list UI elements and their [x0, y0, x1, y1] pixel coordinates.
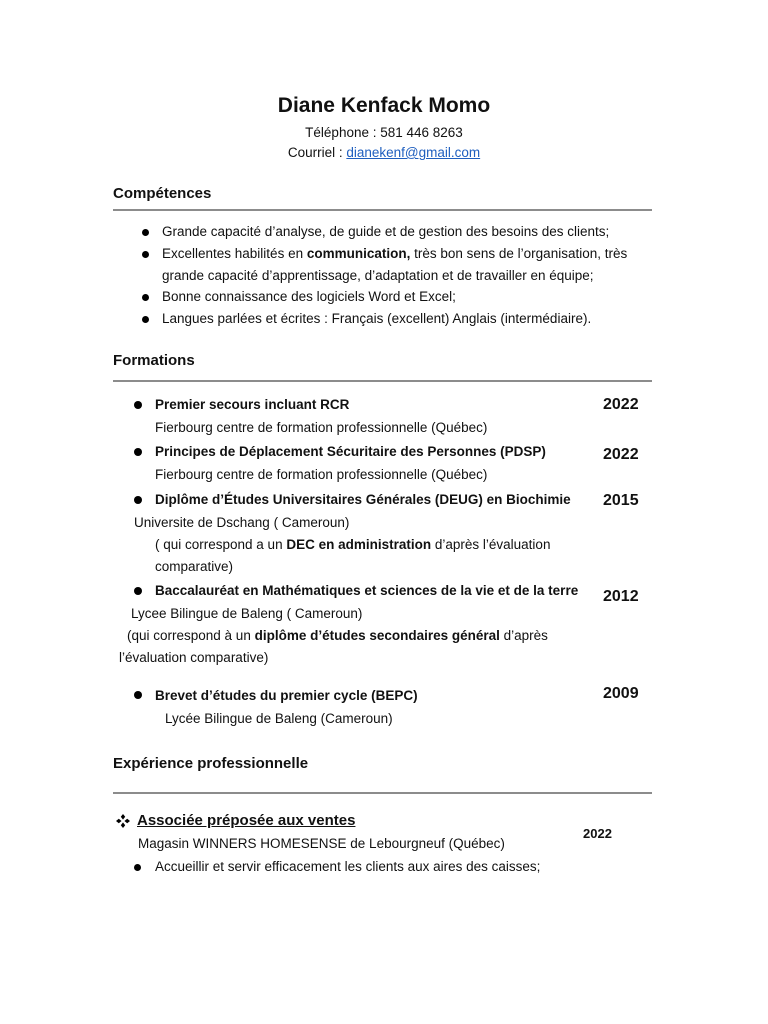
skill-item: Bonne connaissance des logiciels Word et Excel; — [162, 289, 456, 304]
email-label: Courriel : — [287, 145, 347, 160]
skill-item: Langues parlées et écrites : Français (excellent) Anglais (intermédiaire). — [162, 311, 592, 326]
candidate-name: Diane Kenfack Momo — [277, 94, 491, 117]
education-school: Universite de Dschang ( Cameroun) — [134, 515, 350, 530]
education-school: Lycée Bilingue de Baleng (Cameroun) — [165, 711, 393, 726]
job-task: Accueillir et servir efficacement les clients aux aires des caisses; — [155, 859, 541, 874]
education-divider — [113, 380, 652, 382]
education-year: 2012 — [603, 588, 639, 605]
education-title: Brevet d’études du premier cycle (BEPC) — [155, 688, 418, 703]
education-equivalence-continuation: comparative) — [155, 559, 234, 574]
experience-divider — [113, 792, 652, 794]
bullet-icon — [134, 864, 141, 871]
education-title: Baccalauréat en Mathématiques et sciences de la vie et de la terre — [155, 583, 579, 598]
bullet-icon — [134, 401, 142, 409]
bullet-icon — [134, 448, 142, 456]
experience-heading: Expérience professionnelle — [113, 755, 309, 772]
education-equivalence-continuation: l’évaluation comparative) — [119, 650, 269, 665]
education-school: Fierbourg centre de formation professionnelle (Québec) — [155, 420, 488, 435]
email-line — [0, 145, 768, 160]
job-employer: Magasin WINNERS HOMESENSE de Lebourgneuf (Québec) — [138, 836, 505, 851]
skills-heading: Compétences — [113, 185, 212, 202]
bullet-icon — [134, 496, 142, 504]
education-title: Premier secours incluant RCR — [155, 397, 350, 412]
email-link[interactable]: dianekenf@gmail.com — [346, 145, 481, 160]
skill-item: Grande capacité d’analyse, de guide et de gestion des besoins des clients; — [162, 224, 610, 239]
education-title: Principes de Déplacement Sécuritaire des Personnes (PDSP) — [155, 444, 546, 459]
education-title: Diplôme d’Études Universitaires Générales (DEUG) en Biochimie — [155, 492, 571, 507]
education-school: Lycee Bilingue de Baleng ( Cameroun) — [131, 606, 363, 621]
bullet-icon — [142, 251, 149, 258]
skills-divider — [113, 209, 652, 211]
bullet-icon — [134, 691, 142, 699]
education-equivalence: ( qui correspond a un DEC en administration d’après l’évaluation — [155, 537, 551, 552]
phone-line — [0, 125, 768, 140]
bullet-icon — [142, 294, 149, 301]
education-year: 2022 — [603, 446, 639, 463]
bullet-icon — [134, 587, 142, 595]
education-heading: Formations — [113, 352, 195, 369]
education-equivalence: (qui correspond à un diplôme d’études secondaires général d’après — [127, 628, 548, 643]
job-title: Associée préposée aux ventes — [137, 812, 356, 829]
skill-item: Excellentes habilités en communication, très bon sens de l’organisation, très — [162, 246, 628, 261]
phone-number: 581 446 8263 — [380, 125, 463, 140]
diamond-bullet-icon — [116, 814, 130, 828]
education-school: Fierbourg centre de formation professionnelle (Québec) — [155, 467, 488, 482]
skill-item-continuation: grande capacité d’apprentissage, d’adaptation et de travailler en équipe; — [162, 268, 594, 283]
bullet-icon — [142, 229, 149, 236]
education-year: 2009 — [603, 685, 639, 702]
education-year: 2015 — [603, 492, 639, 509]
phone-label: Téléphone : — [305, 125, 381, 140]
education-year: 2022 — [603, 396, 639, 413]
bullet-icon — [142, 316, 149, 323]
job-year: 2022 — [583, 826, 612, 841]
